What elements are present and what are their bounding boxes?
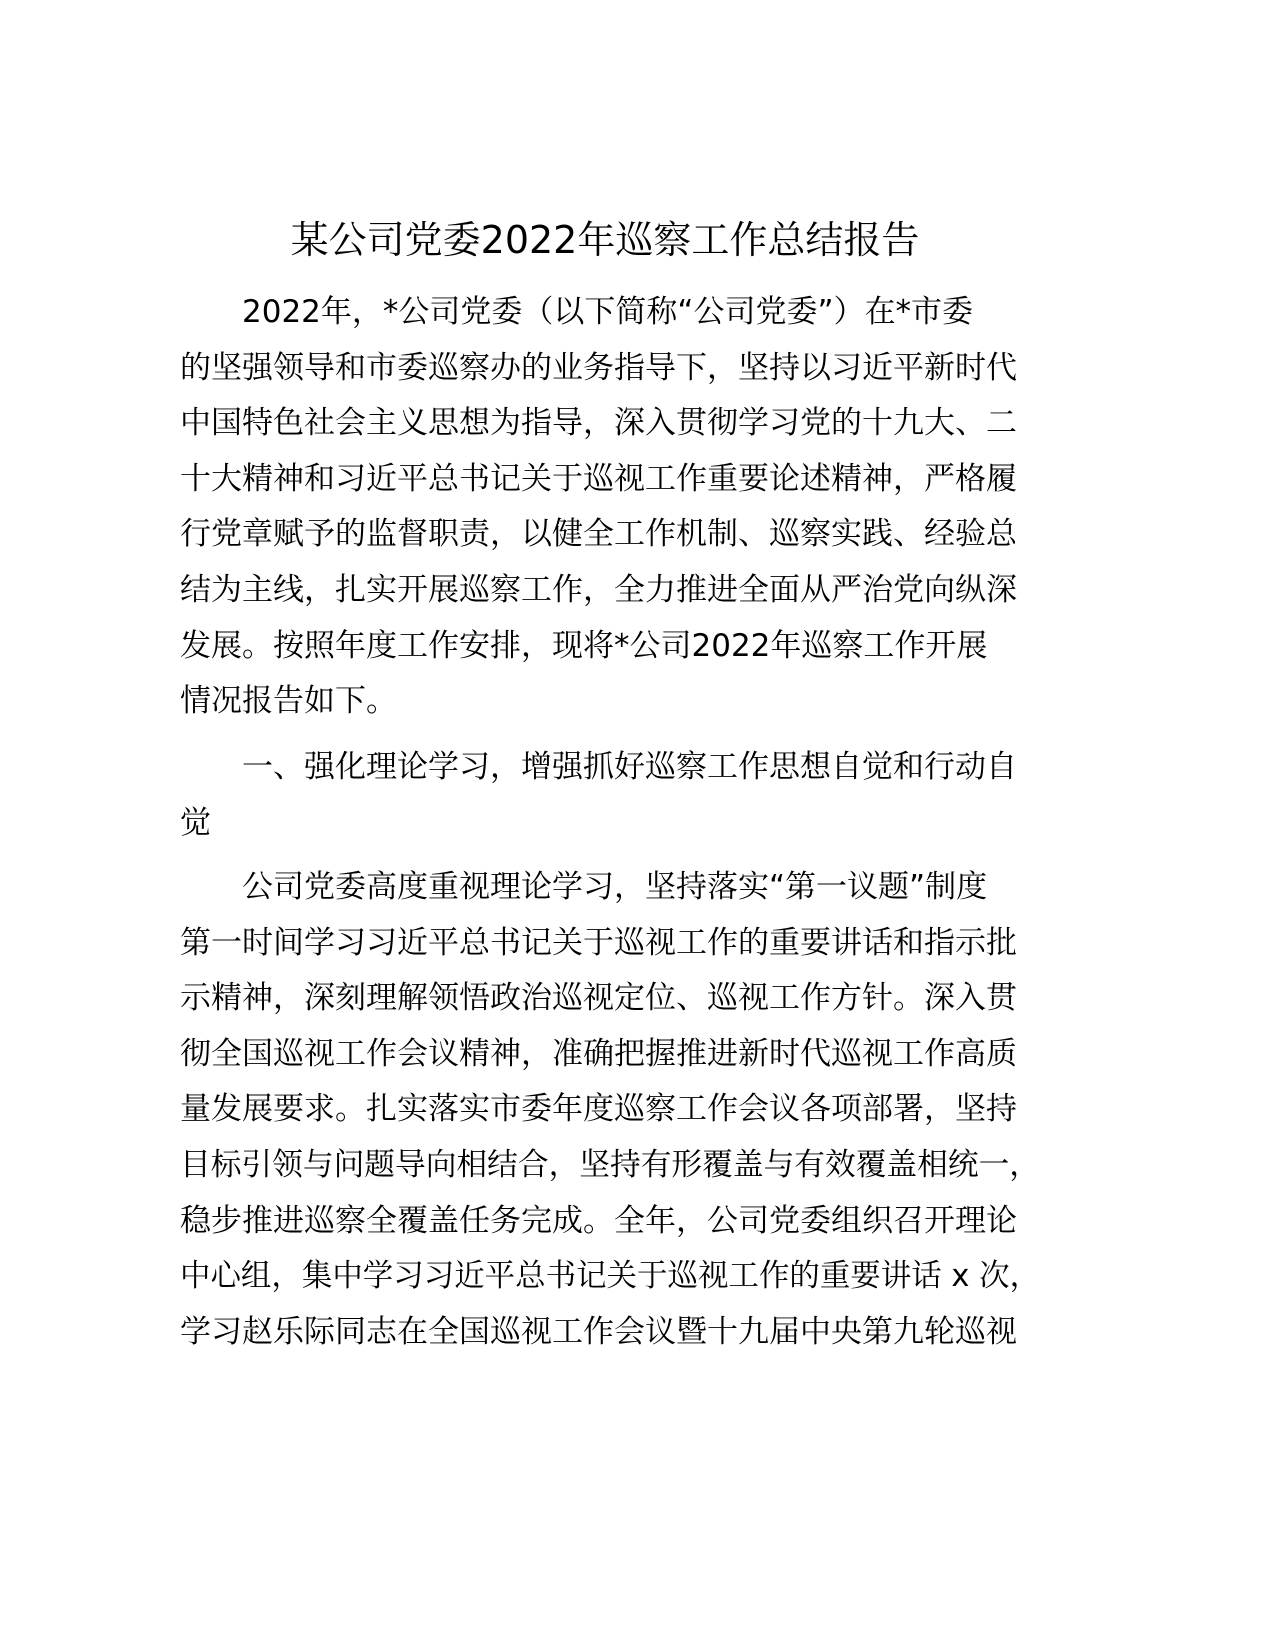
paragraph-line: 情况报告如下。 — [180, 683, 397, 720]
paragraph-line: 第一时间学习习近平总书记关于巡视工作的重要讲话和指示批 — [180, 924, 1017, 961]
paragraph-line: 稳步推进巡察全覆盖任务完成。全年，公司党委组织召开理论 — [180, 1202, 1017, 1239]
paragraph-line: 示精神，深刻理解领悟政治巡视定位、巡视工作方针。深入贯 — [180, 980, 1017, 1017]
paragraph-line: 中国特色社会主义思想为指导，深入贯彻学习党的十九大、二 — [180, 405, 1017, 442]
paragraph-line: 行党章赋予的监督职责，以健全工作机制、巡察实践、经验总 — [180, 516, 1017, 553]
paragraph-line: 的坚强领导和市委巡察办的业务指导下，坚持以习近平新时代 — [180, 349, 1017, 386]
section-heading-line: 一、强化理论学习，增强抓好巡察工作思想自觉和行动自 — [242, 749, 1017, 785]
paragraph-line: 中心组，集中学习习近平总书记关于巡视工作的重要讲话 x 次， — [180, 1258, 1041, 1295]
paragraph-line: 量发展要求。扎实落实市委年度巡察工作会议各项部署，坚持 — [180, 1091, 1017, 1128]
paragraph-line: 彻全国巡视工作会议精神，准确把握推进新时代巡视工作高质 — [180, 1035, 1017, 1072]
paragraph-line: 发展。按照年度工作安排，现将*公司2022年巡察工作开展 — [180, 627, 988, 664]
paragraph-line: 学习赵乐际同志在全国巡视工作会议暨十九届中央第九轮巡视 — [180, 1313, 1017, 1350]
paragraph-line: 公司党委高度重视理论学习，坚持落实“第一议题”制度 — [242, 869, 988, 905]
paragraph-line: 2022年，*公司党委（以下简称“公司党委”）在*市委 — [242, 294, 974, 330]
paragraph-line: 十大精神和习近平总书记关于巡视工作重要论述精神，严格履 — [180, 460, 1017, 497]
paragraph-line: 结为主线，扎实开展巡察工作，全力推进全面从严治党向纵深 — [180, 572, 1017, 608]
section-heading-line: 觉 — [180, 804, 211, 841]
paragraph-line: 目标引领与问题导向相结合，坚持有形覆盖与有效覆盖相统一， — [180, 1147, 1040, 1183]
document-title: 某公司党委2022年巡察工作总结报告 — [290, 218, 920, 262]
